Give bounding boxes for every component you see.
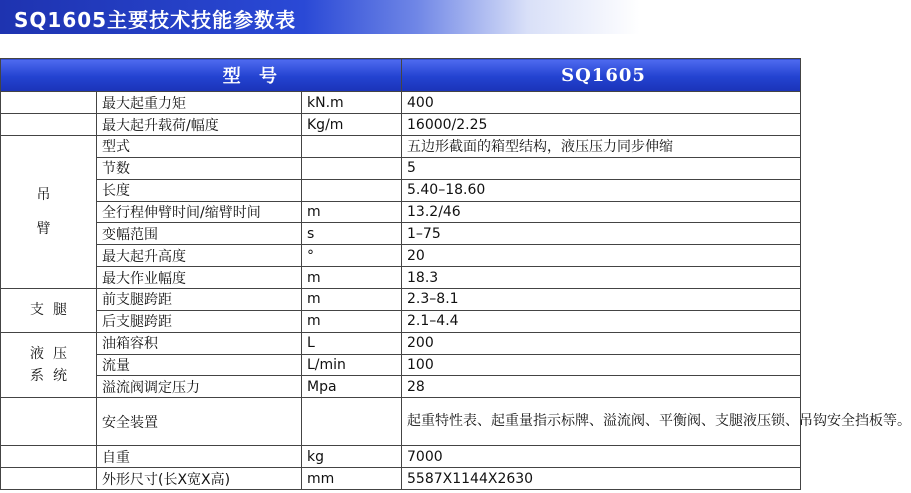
param-unit (302, 179, 402, 201)
param-unit: mm (302, 468, 402, 490)
table-row (1, 332, 801, 354)
param-name: 节数 (97, 157, 302, 179)
table-row (1, 245, 801, 267)
group-cell-empty (1, 114, 97, 136)
param-value: 5 (402, 157, 801, 179)
param-unit: ° (302, 245, 402, 267)
group-boom-label-2: 臂 (36, 221, 61, 238)
table-row (1, 223, 801, 245)
table-row (1, 114, 801, 136)
group-boom-label-1: 吊 (36, 186, 61, 203)
param-unit: m (302, 201, 402, 223)
table-row (1, 354, 801, 376)
table-row (1, 179, 801, 201)
group-hydraulic-label-1: 液 压 (30, 345, 67, 362)
param-name: 流量 (97, 354, 302, 376)
param-unit: m (302, 267, 402, 289)
model-value: SQ1605 (402, 59, 801, 92)
table-row (1, 289, 801, 311)
group-cell-empty (1, 92, 97, 114)
group-outrigger (1, 289, 97, 333)
table-row (1, 267, 801, 289)
param-value: 2.1–4.4 (402, 310, 801, 332)
param-value: 13.2/46 (402, 201, 801, 223)
param-unit: s (302, 223, 402, 245)
param-unit: L (302, 332, 402, 354)
group-outrigger-label: 支 腿 (30, 302, 67, 319)
param-value: 16000/2.25 (402, 114, 801, 136)
param-unit (302, 157, 402, 179)
param-name: 最大作业幅度 (97, 267, 302, 289)
param-unit: Kg/m (302, 114, 402, 136)
param-name: 溢流阀调定压力 (97, 376, 302, 398)
param-unit: Mpa (302, 376, 402, 398)
group-hydraulic (1, 332, 97, 398)
table-header-row (1, 59, 801, 92)
title-bar (0, 0, 800, 34)
param-name: 外形尺寸(长X宽X高) (97, 468, 302, 490)
table-row (1, 157, 801, 179)
param-value: 7000 (402, 446, 801, 468)
param-name: 前支腿跨距 (97, 289, 302, 311)
param-value: 28 (402, 376, 801, 398)
param-unit (302, 136, 402, 158)
page-title: SQ1605主要技术技能参数表 (14, 8, 297, 32)
param-value: 1–75 (402, 223, 801, 245)
model-label: 型 号 (1, 59, 402, 92)
param-value: 2.3–8.1 (402, 289, 801, 311)
spec-table (0, 58, 911, 490)
param-unit: m (302, 310, 402, 332)
param-unit: kg (302, 446, 402, 468)
param-unit: kN.m (302, 92, 402, 114)
param-name: 最大起升载荷/幅度 (97, 114, 302, 136)
param-value: 20 (402, 245, 801, 267)
param-name: 型式 (97, 136, 302, 158)
group-boom (1, 136, 97, 289)
group-cell-empty (1, 398, 97, 446)
param-value: 200 (402, 332, 801, 354)
param-value: 400 (402, 92, 801, 114)
table-row (1, 92, 801, 114)
group-cell-empty (1, 468, 97, 490)
table-row (1, 468, 801, 490)
param-name: 全行程伸臂时间/缩臂时间 (97, 201, 302, 223)
table-row (1, 376, 801, 398)
param-name: 最大起重力矩 (97, 92, 302, 114)
param-value: 五边形截面的箱型结构，液压压力同步伸缩 (402, 136, 801, 158)
param-value: 100 (402, 354, 801, 376)
param-unit: m (302, 289, 402, 311)
param-name: 变幅范围 (97, 223, 302, 245)
param-unit (302, 398, 402, 446)
param-name: 油箱容积 (97, 332, 302, 354)
param-name: 长度 (97, 179, 302, 201)
param-value: 5.40–18.60 (402, 179, 801, 201)
param-name: 自重 (97, 446, 302, 468)
param-value: 18.3 (402, 267, 801, 289)
table-row (1, 310, 801, 332)
table-row (1, 446, 801, 468)
table-row (1, 136, 801, 158)
group-hydraulic-label-2: 系 统 (30, 368, 67, 385)
table-row (1, 398, 801, 446)
param-name: 最大起升高度 (97, 245, 302, 267)
param-value: 起重特性表、起重量指示标牌、溢流阀、平衡阀、支腿液压锁、吊钩安全挡板等。 (402, 398, 801, 446)
param-value: 5587X1144X2630 (402, 468, 801, 490)
param-name: 安全装置 (97, 398, 302, 446)
table-row (1, 201, 801, 223)
param-unit: L/min (302, 354, 402, 376)
param-name: 后支腿跨距 (97, 310, 302, 332)
group-cell-empty (1, 446, 97, 468)
